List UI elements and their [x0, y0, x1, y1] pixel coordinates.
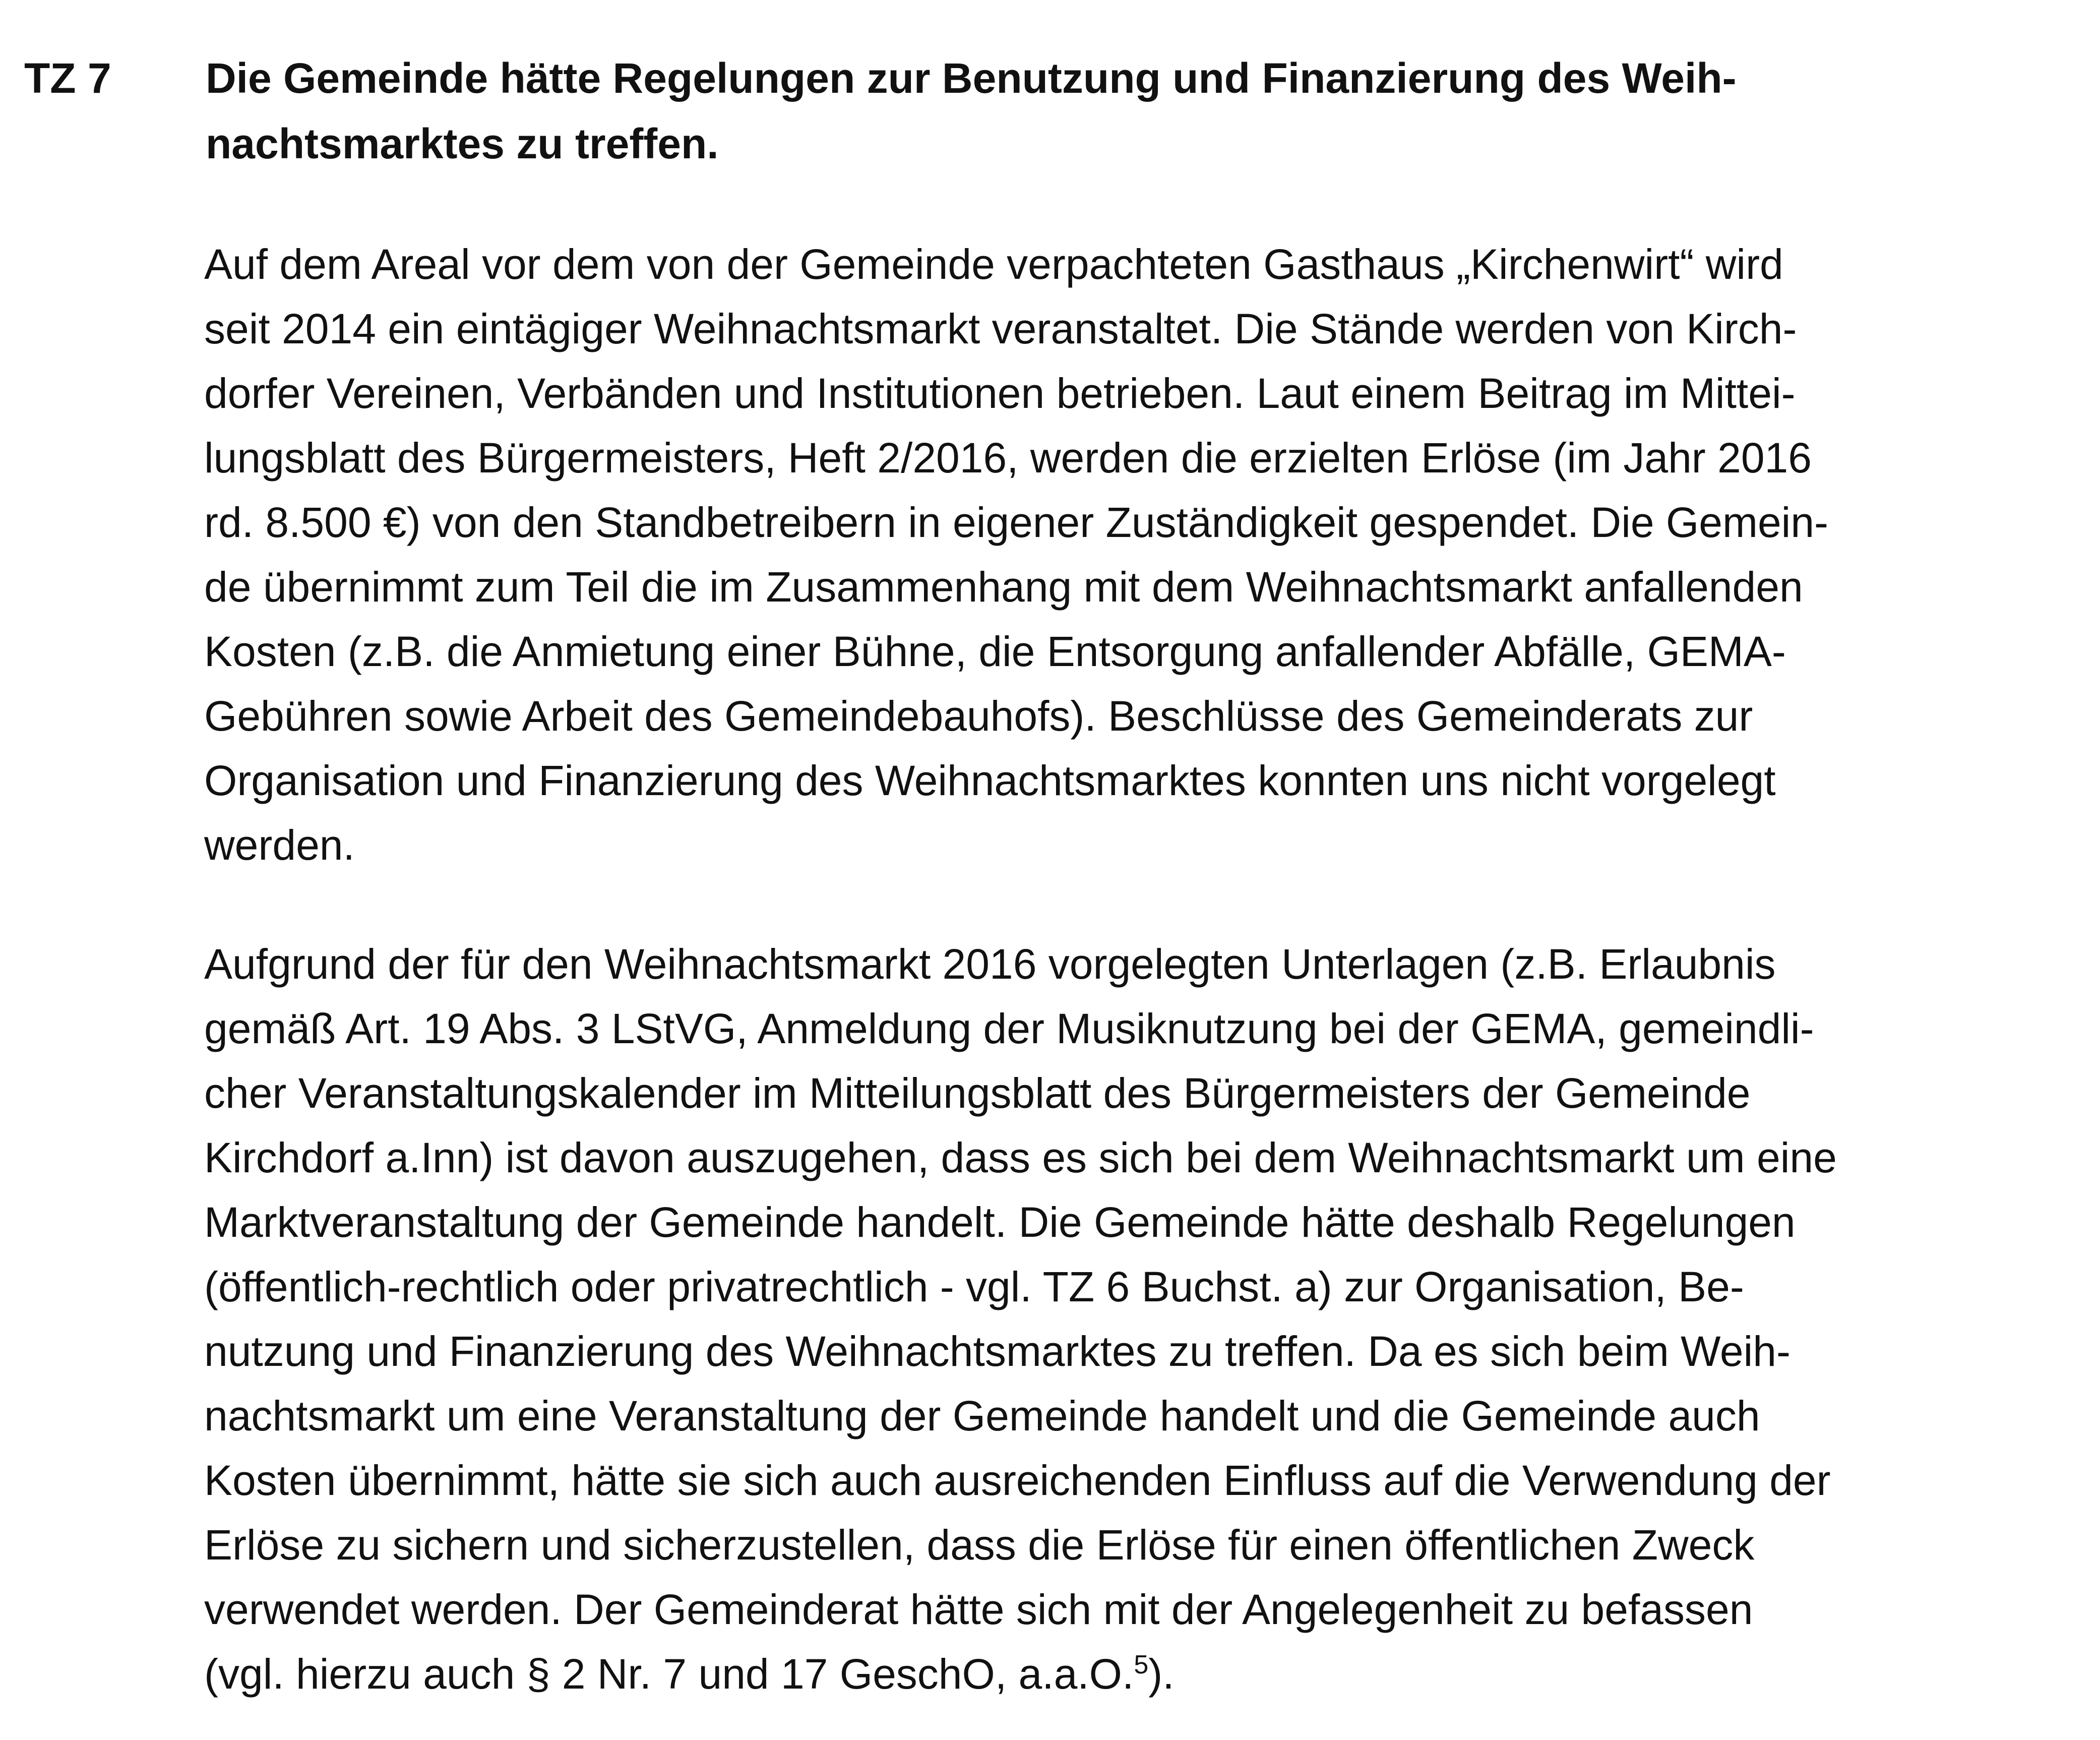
text-line: seit 2014 ein eintägiger Weihnachtsmarkt veranstaltet. Die Stände werden von Kirch- [204, 305, 1797, 352]
text-line: cher Veranstaltungskalender im Mitteilungsblatt des Bürgermeisters der Gemeinde [204, 1069, 1751, 1117]
text-line-last [204, 1642, 1837, 1706]
heading-line: Die Gemeinde hätte Regelungen zur Benutzung und Finanzierung des Weih- [206, 54, 1737, 102]
text-line: nutzung und Finanzierung des Weihnachtsmarktes zu treffen. Da es sich beim Weih- [204, 1328, 1790, 1375]
text-line: Kosten übernimmt, hätte sie sich auch ausreichenden Einfluss auf die Verwendung der [204, 1457, 1831, 1504]
text-line: Organisation und Finanzierung des Weihnachtsmarktes konnten uns nicht vorgelegt [204, 757, 1776, 804]
text-line: dorfer Vereinen, Verbänden und Institutionen betrieben. Laut einem Beitrag im Mittei- [204, 370, 1796, 417]
section-number: TZ 7 [24, 54, 111, 102]
text-line: Gebühren sowie Arbeit des Gemeindebauhofs). Beschlüsse des Gemeinderats zur [204, 692, 1753, 740]
paragraph-weihnachtsmarkt-facts [204, 232, 1828, 877]
text-line: Kirchdorf a.Inn) ist davon auszugehen, dass es sich bei dem Weihnachtsmarkt um eine [204, 1134, 1837, 1181]
text-line: Erlöse zu sichern und sicherzustellen, dass die Erlöse für einen öffentlichen Zweck [204, 1521, 1755, 1569]
text-line: de übernimmt zum Teil die im Zusammenhang mit dem Weihnachtsmarkt anfallenden [204, 563, 1803, 611]
footnote-marker[interactable]: 5 [1134, 1650, 1149, 1679]
last-line-end: ). [1148, 1650, 1175, 1698]
text-line: nachtsmarkt um eine Veranstaltung der Gemeinde handelt und die Gemeinde auch [204, 1392, 1760, 1439]
paragraph-assessment [204, 932, 1837, 1706]
text-line: werden. [204, 821, 355, 869]
heading-line: nachtsmarktes zu treffen. [206, 120, 719, 167]
last-line-text: (vgl. hierzu auch § 2 Nr. 7 und 17 GeschO, a.a.O. [204, 1650, 1134, 1698]
text-line: gemäß Art. 19 Abs. 3 LStVG, Anmeldung der Musiknutzung bei der GEMA, gemeindli- [204, 1005, 1814, 1052]
text-line: Marktveranstaltung der Gemeinde handelt. Die Gemeinde hätte deshalb Regelungen [204, 1198, 1796, 1246]
text-line: (öffentlich-rechtlich oder privatrechtlich - vgl. TZ 6 Buchst. a) zur Organisation, Be- [204, 1263, 1744, 1310]
text-line: rd. 8.500 €) von den Standbetreibern in eigener Zuständigkeit gespendet. Die Gemein- [204, 499, 1829, 546]
section-heading [206, 45, 1737, 176]
text-line: Auf dem Areal vor dem von der Gemeinde verpachteten Gasthaus „Kirchenwirt“ wird [204, 241, 1783, 288]
text-line: lungsblatt des Bürgermeisters, Heft 2/2016, werden die erzielten Erlöse (im Jahr 2016 [204, 434, 1812, 482]
text-line: Aufgrund der für den Weihnachtsmarkt 2016 vorgelegten Unterlagen (z.B. Erlaubnis [204, 940, 1776, 988]
text-line: verwendet werden. Der Gemeinderat hätte sich mit der Angelegenheit zu befassen [204, 1586, 1753, 1633]
text-line: Kosten (z.B. die Anmietung einer Bühne, die Entsorgung anfallender Abfälle, GEMA- [204, 628, 1786, 675]
